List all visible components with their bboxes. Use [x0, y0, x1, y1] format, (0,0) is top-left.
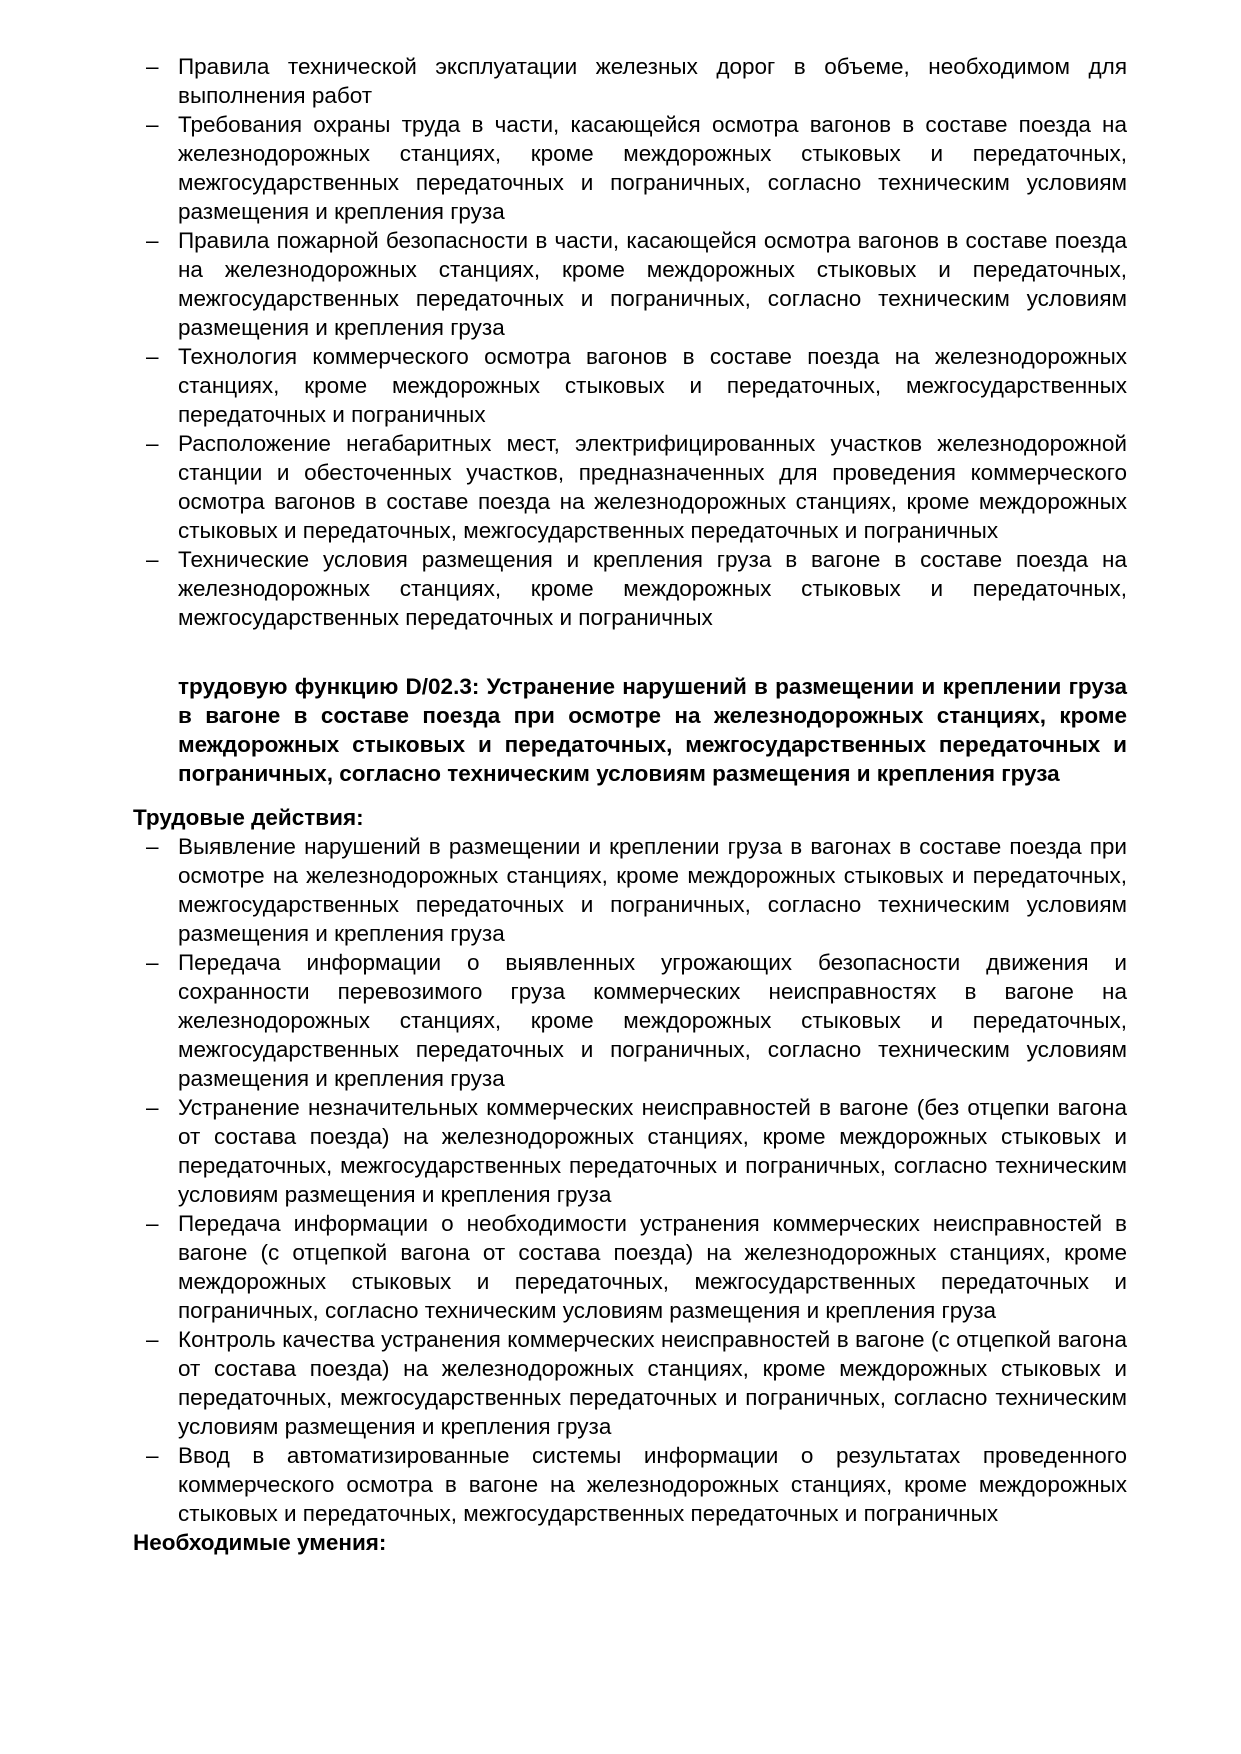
section-heading-required-skills: Необходимые умения: [133, 1530, 387, 1555]
list-item-text: Правила технической эксплуатации железных дорог в объеме, необходимом для выполнения работ [178, 54, 1127, 108]
list-item [133, 1441, 1127, 1528]
dash-bullet-icon: – [146, 112, 159, 137]
list-item-text: Устранение незначительных коммерческих неисправностей в вагоне (без отцепки вагона от состава поезда) на железнодорожных станциях, кроме междорожных стыковых и передаточных, межгосударственных передаточных и пограничных, согласно техническим условиям размещения и крепления груза [178, 1095, 1127, 1207]
dash-bullet-icon: – [146, 54, 159, 79]
list-item-text: Технология коммерческого осмотра вагонов в составе поезда на железнодорожных станциях, кроме междорожных стыковых и передаточных, межгосударственных передаточных и пограничных [178, 344, 1127, 427]
dash-bullet-icon: – [146, 834, 159, 859]
list-item [133, 1209, 1127, 1325]
list-item [133, 1325, 1127, 1441]
list-item-text: Технические условия размещения и крепления груза в вагоне в составе поезда на железнодорожных станциях, кроме междорожных стыковых и передаточных, межгосударственных передаточных и пограничных [178, 547, 1127, 630]
dash-bullet-icon: – [146, 1443, 159, 1468]
list-item [133, 226, 1127, 342]
list-item-text: Передача информации о необходимости устранения коммерческих неисправностей в вагоне (с отцепкой вагона от состава поезда) на железнодорожных станциях, кроме междорожных стыковых и передаточных, межгосударственных передаточных и пограничных, согласно техническим условиям размещения и крепления груза [178, 1211, 1127, 1323]
list-item-text: Правила пожарной безопасности в части, касающейся осмотра вагонов в составе поезда на железнодорожных станциях, кроме междорожных стыковых и передаточных, межгосударственных передаточных и пограничных, согласно техническим условиям размещения и крепления груза [178, 228, 1127, 340]
list-item [133, 110, 1127, 226]
labor-function-paragraph: трудовую функцию D/02.3: Устранение нарушений в размещении и креплении груза в вагоне в составе поезда при осмотре на железнодорожных станциях, кроме междорожных стыковых и передаточных, межгосударственных передаточных и пограничных, согласно техническим условиям размещения и крепления груза [178, 674, 1127, 786]
list-item-text: Выявление нарушений в размещении и креплении груза в вагонах в составе поезда при осмотре на железнодорожных станциях, кроме междорожных стыковых и передаточных, межгосударственных передаточных и пограничных, согласно техническим условиям размещения и крепления груза [178, 834, 1127, 946]
list-item-text: Требования охраны труда в части, касающейся осмотра вагонов в составе поезда на железнодорожных станциях, кроме междорожных стыковых и передаточных, межгосударственных передаточных и пограничных, согласно техническим условиям размещения и крепления груза [178, 112, 1127, 224]
list-item [133, 429, 1127, 545]
dash-bullet-icon: – [146, 950, 159, 975]
list-item-text: Ввод в автоматизированные системы информации о результатах проведенного коммерческого осмотра в вагоне на железнодорожных станциях, кроме междорожных стыковых и передаточных, межгосударственных передаточных и пограничных [178, 1443, 1127, 1526]
list-item [133, 52, 1127, 110]
dash-bullet-icon: – [146, 344, 159, 369]
dash-bullet-icon: – [146, 228, 159, 253]
list-item-text: Передача информации о выявленных угрожающих безопасности движения и сохранности перевозимого груза коммерческих неисправностях в вагоне на железнодорожных станциях, кроме междорожных стыковых и передаточных, межгосударственных передаточных и пограничных, согласно техническим условиям размещения и крепления груза [178, 950, 1127, 1091]
list-item [133, 545, 1127, 632]
dash-bullet-icon: – [146, 1211, 159, 1236]
labor-actions-list [133, 832, 1127, 1528]
knowledge-list [133, 52, 1127, 632]
section-heading-labor-actions: Трудовые действия: [133, 805, 364, 830]
list-item-text: Расположение негабаритных мест, электрифицированных участков железнодорожной станции и обесточенных участков, предназначенных для проведения коммерческого осмотра вагонов в составе поезда на железнодорожных станциях, кроме междорожных стыковых и передаточных, межгосударственных передаточных и пограничных [178, 431, 1127, 543]
list-item [133, 1093, 1127, 1209]
list-item [133, 948, 1127, 1093]
list-item [133, 342, 1127, 429]
list-item-text: Контроль качества устранения коммерческих неисправностей в вагоне (с отцепкой вагона от состава поезда) на железнодорожных станциях, кроме междорожных стыковых и передаточных, межгосударственных передаточных и пограничных, согласно техническим условиям размещения и крепления груза [178, 1327, 1127, 1439]
dash-bullet-icon: – [146, 1095, 159, 1120]
dash-bullet-icon: – [146, 431, 159, 456]
list-item [133, 832, 1127, 948]
dash-bullet-icon: – [146, 547, 159, 572]
dash-bullet-icon: – [146, 1327, 159, 1352]
